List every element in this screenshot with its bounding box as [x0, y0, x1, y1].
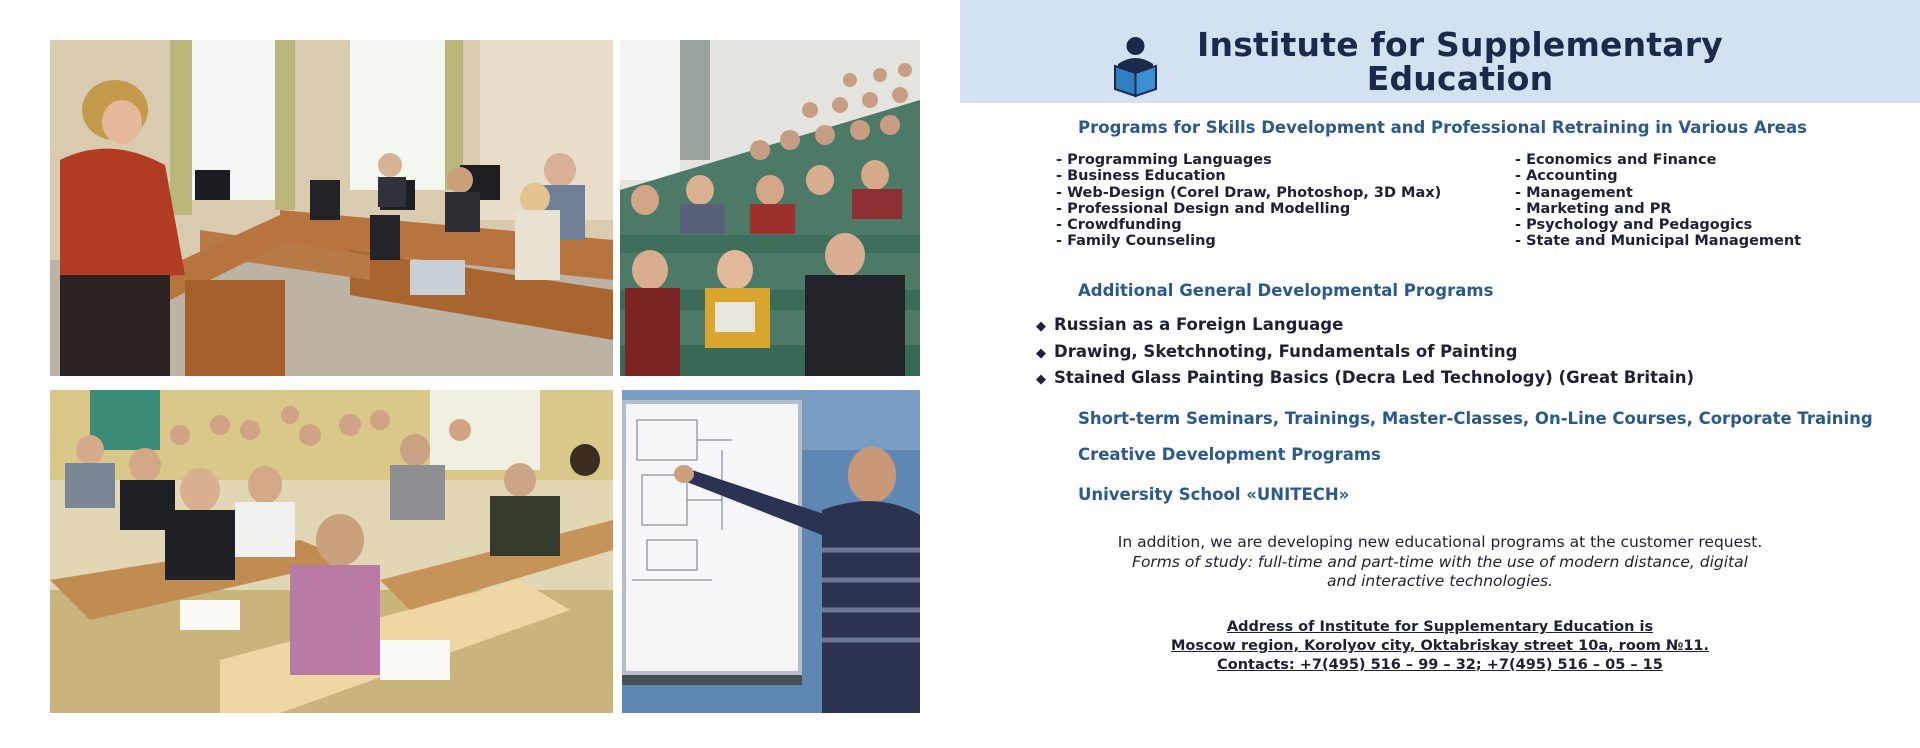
list-item [1036, 340, 1694, 367]
list-item: - Professional Design and Modelling [1056, 200, 1351, 217]
heading-skills-programs: Programs for Skills Development and Professional Retraining in Various Areas [1078, 118, 1807, 137]
diamond-bullet-icon: ◆ [1036, 372, 1046, 387]
person-reading-book-icon [1113, 36, 1158, 98]
closing-line: In addition, we are developing new educational programs at the customer request. [1117, 533, 1763, 551]
forms-of-study-line: and interactive technologies. [1327, 572, 1553, 590]
list-item: - Marketing and PR [1515, 200, 1672, 217]
address-block [960, 618, 1920, 675]
skills-list-right [1515, 152, 1801, 250]
list-item: - Crowdfunding [1056, 217, 1182, 234]
list-item: - State and Municipal Management [1515, 233, 1802, 250]
list-item: - Web-Design (Corel Draw, Photoshop, 3D Max) [1056, 184, 1442, 201]
page-title [1160, 25, 1760, 98]
list-item [1036, 313, 1694, 340]
title-line-1: Institute for Supplementary [1197, 25, 1723, 64]
heading-general-programs: Additional General Developmental Programs [1078, 281, 1494, 300]
list-item: - Economics and Finance [1515, 152, 1717, 168]
diamond-bullet-icon: ◆ [1036, 345, 1046, 361]
list-item: - Accounting [1515, 168, 1618, 185]
contacts-phones: Contacts: +7(495) 516 – 99 – 32; +7(495) 516 – 05 – 15 [1217, 657, 1663, 673]
address-heading: Address of Institute for Supplementary Education is [1226, 619, 1654, 635]
brochure-panel [960, 0, 1920, 748]
list-item-text: Stained Glass Painting Basics (Decra Led Technology) (Great Britain) [1054, 368, 1695, 387]
header-banner [960, 0, 1920, 103]
photo-students-writing [50, 390, 613, 713]
list-item: - Family Counseling [1056, 233, 1216, 250]
heading-short-term: Short-term Seminars, Trainings, Master-Classes, On-Line Courses, Corporate Training [1078, 409, 1873, 428]
heading-university-school: University School «UNITECH» [1078, 485, 1350, 504]
forms-of-study-line: Forms of study: full-time and part-time with the use of modern distance, digital [1132, 552, 1748, 571]
list-item-text: Drawing, Sketchnoting, Fundamentals of Painting [1054, 341, 1518, 361]
skills-list-left [1056, 152, 1441, 250]
list-item: - Programming Languages [1056, 152, 1272, 168]
photo-lecture-hall [620, 40, 920, 376]
list-item: - Management [1515, 184, 1633, 201]
general-programs-list [1036, 313, 1694, 393]
address-location: Moscow region, Korolyov city, Oktabriskay street 10a, room №11. [1170, 638, 1710, 654]
list-item: - Business Education [1056, 168, 1226, 185]
closing-paragraph [960, 533, 1920, 592]
photo-whiteboard-lecture [622, 390, 920, 713]
heading-creative: Creative Development Programs [1078, 445, 1381, 464]
diamond-bullet-icon: ◆ [1036, 319, 1046, 334]
title-line-2: Education [1366, 59, 1554, 98]
list-item [1036, 366, 1694, 393]
list-item: - Psychology and Pedagogics [1515, 217, 1753, 234]
photo-computer-class [50, 40, 613, 376]
list-item-text: Russian as a Foreign Language [1054, 315, 1344, 334]
